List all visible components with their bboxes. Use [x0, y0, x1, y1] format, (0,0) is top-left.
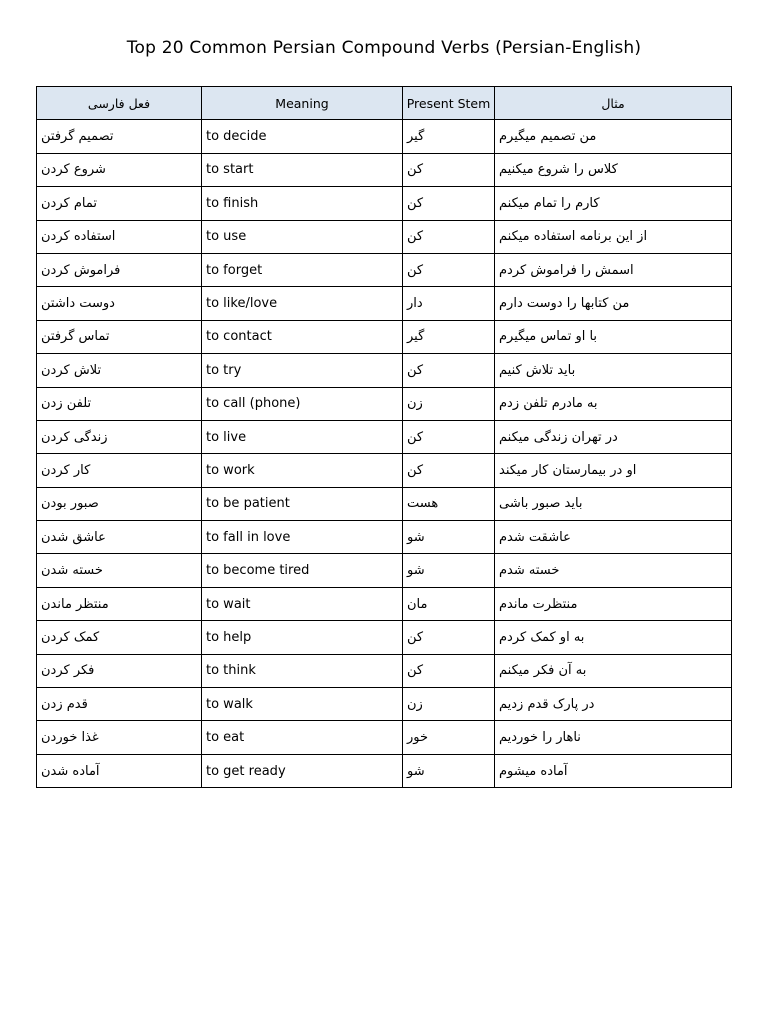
persian-verb-cell: استفاده کردن — [37, 220, 202, 253]
persian-verb-cell: خسته شدن — [37, 554, 202, 587]
meaning-cell: to help — [202, 621, 403, 654]
meaning-cell: to live — [202, 420, 403, 453]
page-title: Top 20 Common Persian Compound Verbs (Persian-English) — [126, 38, 642, 58]
table-header — [37, 87, 732, 120]
persian-verb-cell: آماده شدن — [37, 754, 202, 787]
table-row — [37, 253, 732, 286]
present-stem-cell: زن — [403, 387, 495, 420]
example-cell: کارم را تمام میکنم — [495, 187, 732, 220]
example-cell: من کتابها را دوست دارم — [495, 287, 732, 320]
example-cell: او در بیمارستان کار میکند — [495, 454, 732, 487]
persian-verb-cell: کار کردن — [37, 454, 202, 487]
example-cell: باید تلاش کنیم — [495, 354, 732, 387]
persian-verb-cell: قدم زدن — [37, 688, 202, 721]
example-cell: به آن فکر میکنم — [495, 654, 732, 687]
persian-verb-cell: زندگی کردن — [37, 420, 202, 453]
present-stem-cell: کن — [403, 454, 495, 487]
persian-verb-cell: تلفن زدن — [37, 387, 202, 420]
table-row — [37, 220, 732, 253]
persian-verb-cell: کمک کردن — [37, 621, 202, 654]
table-row — [37, 721, 732, 754]
persian-verb-cell: تصمیم گرفتن — [37, 120, 202, 153]
present-stem-cell: شو — [403, 521, 495, 554]
meaning-cell: to decide — [202, 120, 403, 153]
present-stem-cell: کن — [403, 187, 495, 220]
table-row — [37, 554, 732, 587]
example-cell: به مادرم تلفن زدم — [495, 387, 732, 420]
meaning-cell: to contact — [202, 320, 403, 353]
present-stem-cell: شو — [403, 554, 495, 587]
table-row — [37, 320, 732, 353]
example-cell: در پارک قدم زدیم — [495, 688, 732, 721]
meaning-cell: to try — [202, 354, 403, 387]
example-cell: منتظرت ماندم — [495, 587, 732, 620]
example-cell: کلاس را شروع میکنیم — [495, 153, 732, 186]
persian-verb-cell: غذا خوردن — [37, 721, 202, 754]
table-row — [37, 487, 732, 520]
table-row — [37, 287, 732, 320]
present-stem-cell: زن — [403, 688, 495, 721]
example-cell: به او کمک کردم — [495, 621, 732, 654]
example-cell: اسمش را فراموش کردم — [495, 253, 732, 286]
header-present-stem: Present Stem — [403, 87, 495, 120]
present-stem-cell: کن — [403, 654, 495, 687]
table-row — [37, 420, 732, 453]
meaning-cell: to use — [202, 220, 403, 253]
persian-verb-cell: دوست داشتن — [37, 287, 202, 320]
table-row — [37, 688, 732, 721]
example-cell: باید صبور باشی — [495, 487, 732, 520]
table-row — [37, 454, 732, 487]
present-stem-cell: کن — [403, 220, 495, 253]
meaning-cell: to like/love — [202, 287, 403, 320]
persian-verb-cell: تلاش کردن — [37, 354, 202, 387]
meaning-cell: to call (phone) — [202, 387, 403, 420]
meaning-cell: to get ready — [202, 754, 403, 787]
present-stem-cell: کن — [403, 621, 495, 654]
meaning-cell: to eat — [202, 721, 403, 754]
example-cell: از این برنامه استفاده میکنم — [495, 220, 732, 253]
meaning-cell: to think — [202, 654, 403, 687]
persian-verb-cell: تمام کردن — [37, 187, 202, 220]
example-cell: با او تماس میگیرم — [495, 320, 732, 353]
table-row — [37, 587, 732, 620]
example-cell: من تصمیم میگیرم — [495, 120, 732, 153]
example-cell: در تهران زندگی میکنم — [495, 420, 732, 453]
present-stem-cell: شو — [403, 754, 495, 787]
present-stem-cell: گیر — [403, 320, 495, 353]
present-stem-cell: کن — [403, 253, 495, 286]
table-row — [37, 187, 732, 220]
persian-verb-cell: فراموش کردن — [37, 253, 202, 286]
persian-verb-cell: شروع کردن — [37, 153, 202, 186]
present-stem-cell: هست — [403, 487, 495, 520]
meaning-cell: to walk — [202, 688, 403, 721]
present-stem-cell: کن — [403, 153, 495, 186]
present-stem-cell: کن — [403, 420, 495, 453]
table-body — [37, 120, 732, 788]
persian-verb-cell: تماس گرفتن — [37, 320, 202, 353]
table-row — [37, 120, 732, 153]
present-stem-cell: کن — [403, 354, 495, 387]
example-cell: عاشقت شدم — [495, 521, 732, 554]
header-row — [37, 87, 732, 120]
meaning-cell: to work — [202, 454, 403, 487]
meaning-cell: to start — [202, 153, 403, 186]
present-stem-cell: دار — [403, 287, 495, 320]
example-cell: ناهار را خوردیم — [495, 721, 732, 754]
meaning-cell: to fall in love — [202, 521, 403, 554]
persian-verb-cell: صبور بودن — [37, 487, 202, 520]
table-row — [37, 387, 732, 420]
meaning-cell: to be patient — [202, 487, 403, 520]
table-row — [37, 654, 732, 687]
example-cell: آماده میشوم — [495, 754, 732, 787]
table-row — [37, 621, 732, 654]
verbs-table — [36, 86, 732, 788]
table-row — [37, 754, 732, 787]
example-cell: خسته شدم — [495, 554, 732, 587]
header-persian-verb: فعل فارسی — [37, 87, 202, 120]
present-stem-cell: مان — [403, 587, 495, 620]
header-example: مثال — [495, 87, 732, 120]
table-row — [37, 354, 732, 387]
present-stem-cell: خور — [403, 721, 495, 754]
meaning-cell: to finish — [202, 187, 403, 220]
present-stem-cell: گیر — [403, 120, 495, 153]
header-meaning: Meaning — [202, 87, 403, 120]
meaning-cell: to wait — [202, 587, 403, 620]
persian-verb-cell: فکر کردن — [37, 654, 202, 687]
persian-verb-cell: منتظر ماندن — [37, 587, 202, 620]
table-row — [37, 153, 732, 186]
persian-verb-cell: عاشق شدن — [37, 521, 202, 554]
meaning-cell: to forget — [202, 253, 403, 286]
meaning-cell: to become tired — [202, 554, 403, 587]
table-row — [37, 521, 732, 554]
